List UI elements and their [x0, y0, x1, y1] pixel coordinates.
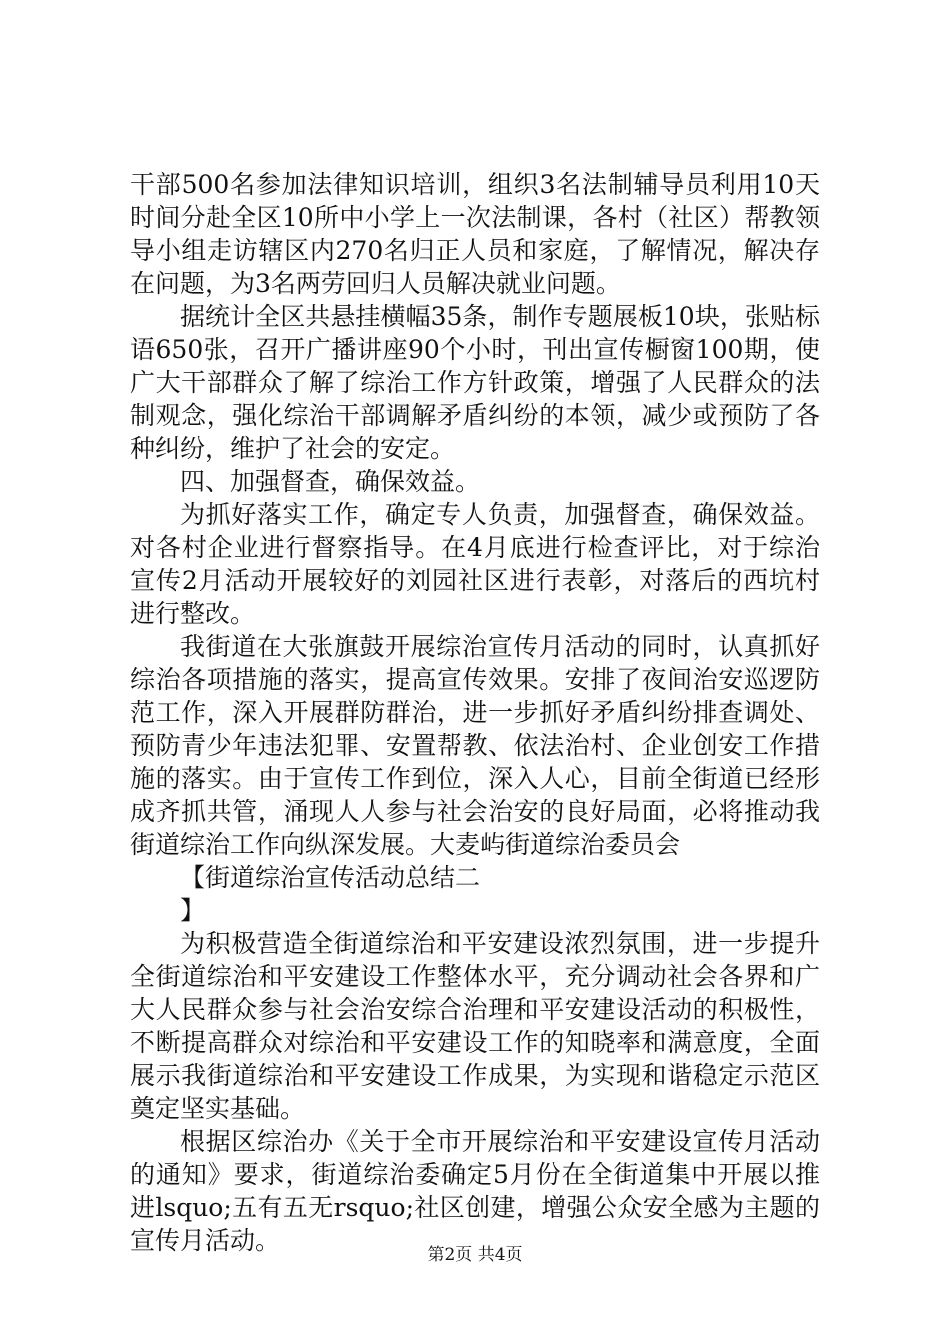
paragraph-statistics: 据统计全区共悬挂横幅35条，制作专题展板10块，张贴标语650张，召开广播讲座90个小时，刊出宣传橱窗100期，使广大干部群众了解了综治工作方针政策，增强了人民群众的法制观念，强化综治干部调解矛盾纠纷的本领，减少或预防了各种纠纷，维护了社会的安定。 [130, 302, 820, 463]
document-body [130, 168, 820, 1257]
paragraph-supervision: 为抓好落实工作，确定专人负责，加强督查，确保效益。对各村企业进行督察指导。在4月底进行检查评比，对于综治宣传2月活动开展较好的刘园社区进行表彰，对落后的西坑村进行整改。 [130, 500, 820, 628]
section-title-line1: 【街道综治宣传活动总结二 [180, 863, 481, 892]
paragraph-notice: 根据区综治办《关于全市开展综治和平安建设宣传月活动的通知》要求，街道综治委确定5月份在全街道集中开展以推进lsquo;五有五无rsquo;社区创建，增强公众安全感为主题的宣传月活动。 [130, 1127, 820, 1255]
paragraph-atmosphere: 为积极营造全街道综治和平安建设浓烈氛围，进一步提升全街道综治和平安建设工作整体水平，充分调动社会各界和广大人民群众参与社会治安综合治理和平安建设活动的积极性，不断提高群众对综治和平安建设工作的知晓率和满意度，全面展示我街道综治和平安建设工作成果，为实现和谐稳定示范区奠定坚实基础。 [130, 929, 820, 1123]
section-heading-four: 四、加强督查，确保效益。 [180, 467, 481, 496]
page-number-footer: 第2页 共4页 [427, 1245, 523, 1265]
section-title-line2: 】 [180, 896, 206, 925]
paragraph-measures: 我街道在大张旗鼓开展综治宣传月活动的同时，认真抓好综治各项措施的落实，提高宣传效果。安排了夜间治安巡逻防范工作，深入开展群防群治，进一步抓好矛盾纠纷排查调处、预防青少年违法犯罪、安置帮教、依法治村、企业创安工作措施的落实。由于宣传工作到位，深入人心，目前全街道已经形成齐抓共管，涌现人人参与社会治安的良好局面，必将推动我街道综治工作向纵深发展。大麦屿街道综治委员会 [130, 632, 820, 859]
paragraph-continued: 干部500名参加法律知识培训，组织3名法制辅导员利用10天时间分赴全区10所中小学上一次法制课，各村（社区）帮教领导小组走访辖区内270名归正人员和家庭，了解情况，解决存在问题，为3名两劳回归人员解决就业问题。 [130, 170, 820, 298]
